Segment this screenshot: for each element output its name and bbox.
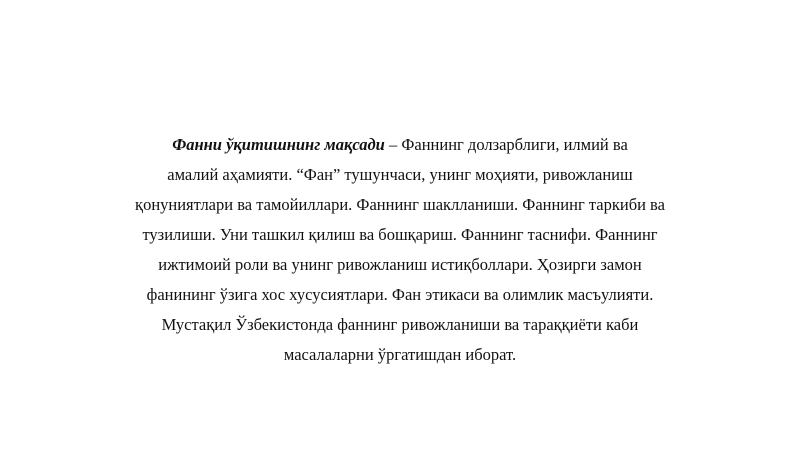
paragraph-line-8: масалаларни ўргатишдан иборат. [283, 345, 517, 364]
paragraph-line-6: фанининг ўзига хос хусусиятлари. Фан этикаси ва олимлик масъулияти. [146, 285, 654, 304]
paragraph-line-4: тузилиши. Уни ташкил қилиш ва бошқариш. Фаннинг таснифи. Фаннинг [142, 225, 658, 244]
paragraph-lead-heading: Фанни ўқитишнинг мақсади [172, 135, 385, 154]
paragraph-line-1 [90, 130, 710, 160]
paragraph-line-1-text: – Фаннинг долзарблиги, илмий ва [384, 135, 628, 154]
paragraph-line-2: амалий аҳамияти. “Фан” тушунчаси, унинг моҳияти, ривожланиш [167, 165, 633, 184]
course-goal-paragraph [90, 130, 710, 370]
paragraph-line-3: қонуниятлари ва тамойиллари. Фаннинг шаклланиши. Фаннинг таркиби ва [135, 195, 665, 214]
paragraph-line-5: ижтимоий роли ва унинг ривожланиш истиқболлари. Ҳозирги замон [158, 255, 642, 274]
paragraph-line-7: Мустақил Ўзбекистонда фаннинг ривожланиши ва тараққиёти каби [161, 315, 639, 334]
